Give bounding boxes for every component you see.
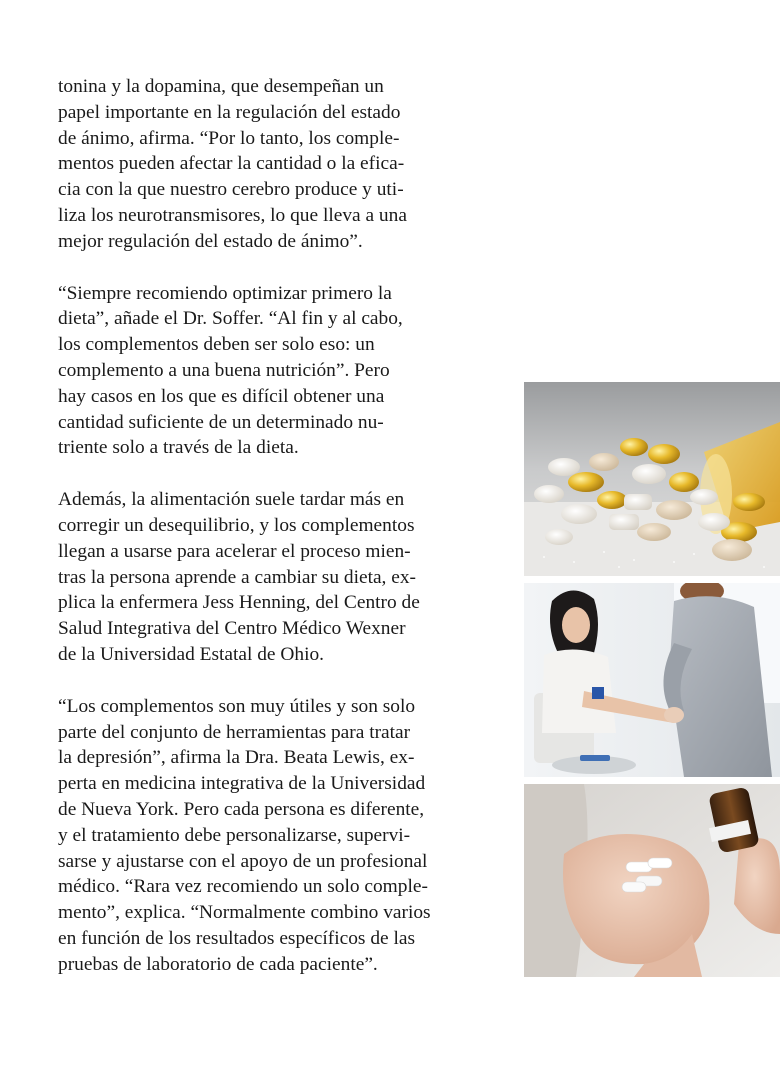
- text-line: de Nueva York. Pero cada persona es diferente,: [58, 798, 425, 820]
- text-line: cia con la que nuestro cerebro produce y uti-: [58, 179, 404, 201]
- text-line: tonina y la dopamina, que desempeñan un: [58, 76, 384, 97]
- text-line: liza los neurotransmisores, lo que lleva a una: [58, 204, 407, 226]
- text-line: los complementos deben ser solo eso: un: [58, 334, 375, 356]
- article-paragraph: [58, 74, 503, 255]
- text-line: Salud Integrativa del Centro Médico Wexner: [58, 618, 406, 640]
- text-line: llegan a usarse para acelerar el proceso mien-: [58, 540, 411, 562]
- text-line: dieta”, añade el Dr. Soffer. “Al fin y al cabo,: [58, 308, 403, 330]
- pills-in-hand-photo: [524, 784, 780, 977]
- nurse-blood-draw-photo: [524, 583, 780, 777]
- text-line: perta en medicina integrativa de la Universidad: [58, 773, 426, 795]
- text-line: sarse y ajustarse con el apoyo de un profesional: [58, 850, 428, 872]
- text-line: plica la enfermera Jess Henning, del Centro de: [58, 592, 420, 614]
- text-line: y el tratamiento debe personalizarse, supervi-: [58, 824, 411, 846]
- text-line: Además, la alimentación suele tardar más en: [58, 489, 405, 511]
- text-line: triente solo a través de la dieta.: [58, 437, 299, 459]
- article-paragraph: [58, 487, 503, 668]
- text-line: cantidad suficiente de un determinado nu-: [58, 411, 384, 433]
- article-body: [58, 74, 503, 1004]
- article-paragraph: [58, 694, 503, 978]
- text-line: corregir un desequilibrio, y los complementos: [58, 514, 415, 536]
- text-line: mejor regulación del estado de ánimo”.: [58, 230, 363, 252]
- article-paragraph: [58, 281, 503, 462]
- text-line: “Siempre recomiendo optimizar primero la: [58, 282, 392, 304]
- text-line: mento”, explica. “Normalmente combino varios: [58, 902, 431, 924]
- text-line: “Los complementos son muy útiles y son solo: [58, 695, 416, 717]
- capsules-illustration: [524, 382, 780, 576]
- text-line: la depresión”, afirma la Dra. Beata Lewis, ex-: [58, 747, 415, 769]
- hand-illustration: [524, 784, 780, 977]
- text-line: papel importante en la regulación del estado: [58, 101, 401, 123]
- supplement-capsules-photo: [524, 382, 780, 576]
- text-line: médico. “Rara vez recomiendo un solo comple-: [58, 876, 428, 898]
- text-line: hay casos en los que es difícil obtener una: [58, 385, 385, 407]
- text-line: parte del conjunto de herramientas para tratar: [58, 721, 411, 743]
- text-line: tras la persona aprende a cambiar su dieta, ex-: [58, 566, 417, 588]
- nurse-illustration: [524, 583, 780, 777]
- text-line: complemento a una buena nutrición”. Pero: [58, 359, 390, 381]
- text-line: de la Universidad Estatal de Ohio.: [58, 643, 325, 665]
- text-line: mentos pueden afectar la cantidad o la efica-: [58, 153, 405, 175]
- text-line: pruebas de laboratorio de cada paciente”.: [58, 953, 378, 975]
- text-line: en función de los resultados específicos de las: [58, 927, 416, 949]
- text-line: de ánimo, afirma. “Por lo tanto, los comple-: [58, 127, 400, 149]
